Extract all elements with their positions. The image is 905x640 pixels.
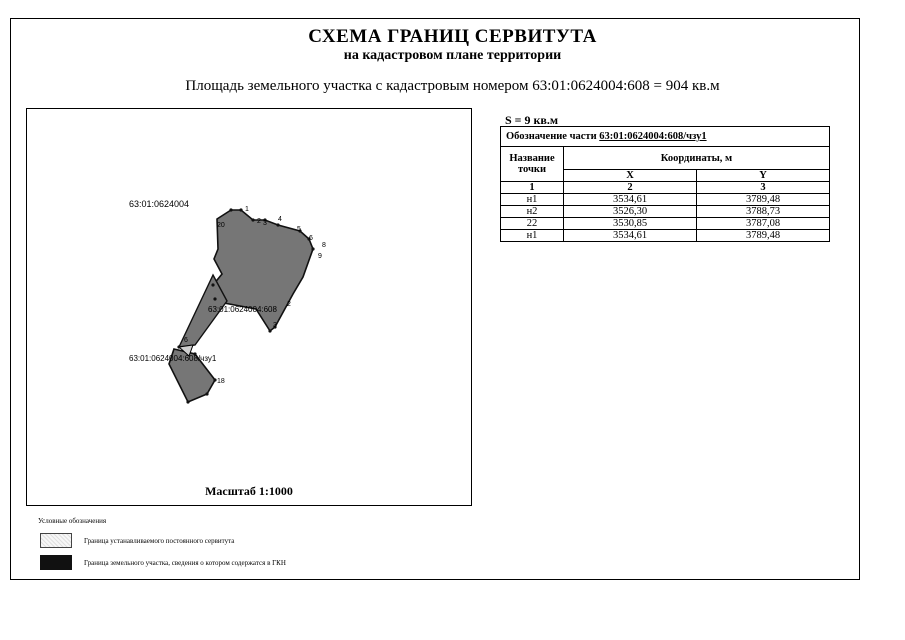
column-x: X [564, 170, 697, 182]
cell-x: 3530,85 [564, 218, 697, 230]
parcel-area-line: Площадь земельного участка с кадастровым номером 63:01:0624004:608 = 904 кв.м [185, 78, 720, 94]
point-number: 18 [217, 378, 225, 385]
cell-y: 3788,73 [697, 206, 830, 218]
cell-x: 3534,61 [564, 194, 697, 206]
part-designation [501, 127, 830, 147]
point-number: 8 [322, 242, 326, 249]
table-row [501, 194, 830, 206]
point-number: 9 [318, 253, 322, 260]
point-number: 6 [309, 235, 313, 242]
point-number: 5 [297, 226, 301, 233]
cadastral-map [26, 108, 472, 506]
cell-x: 3526,30 [564, 206, 697, 218]
point-number: 3 [273, 322, 277, 329]
coordinates-table [500, 126, 830, 242]
cell-point: н1 [501, 194, 564, 206]
servitude-label: 63:01:0624004:608/чзу1 [129, 354, 217, 363]
legend-item-parcel: Граница земельного участка, сведения о котором содержатся в ГКН [84, 559, 286, 567]
table-row [501, 218, 830, 230]
column-number: 2 [564, 182, 697, 194]
document-title: СХЕМА ГРАНИЦ СЕРВИТУТА [308, 26, 597, 47]
cell-y: 3789,48 [697, 230, 830, 242]
cell-y: 3789,48 [697, 194, 830, 206]
column-y: Y [697, 170, 830, 182]
table-row [501, 230, 830, 242]
column-number: 3 [697, 182, 830, 194]
point-number: 20 [217, 222, 225, 229]
point-number: 2 [257, 218, 261, 225]
document-subtitle: на кадастровом плане территории [343, 48, 562, 63]
legend-swatch-parcel [40, 555, 72, 570]
block-label: 63:01:0624004 [129, 199, 190, 209]
cell-point: н2 [501, 206, 564, 218]
column-coordinates: Координаты, м [564, 147, 830, 170]
point-number: 1 [245, 206, 249, 213]
column-point-name: Название точки [501, 147, 564, 182]
cell-y: 3787,08 [697, 218, 830, 230]
map-scale: Масштаб 1:1000 [205, 484, 293, 498]
parcel-label: 63:01:0624004:608 [208, 305, 277, 314]
point-number: 3 [263, 220, 267, 227]
legend-title: Условные обозначения [38, 517, 107, 525]
cell-x: 3534,61 [564, 230, 697, 242]
legend-swatch-servitude [40, 533, 72, 548]
cell-point: н1 [501, 230, 564, 242]
cell-point: 22 [501, 218, 564, 230]
point-number: 4 [278, 216, 282, 223]
map-drawing [27, 109, 473, 507]
point-number: 6 [184, 337, 188, 344]
table-row [501, 206, 830, 218]
column-number: 1 [501, 182, 564, 194]
point-number: 2 [287, 301, 291, 308]
legend-item-servitude: Граница устанавливаемого постоянного сервитута [84, 537, 235, 545]
part-value: 63:01:0624004:608/чзу1 [599, 131, 707, 142]
part-label: Обозначение части [506, 131, 597, 142]
servitude-area: S = 9 кв.м [505, 113, 559, 127]
